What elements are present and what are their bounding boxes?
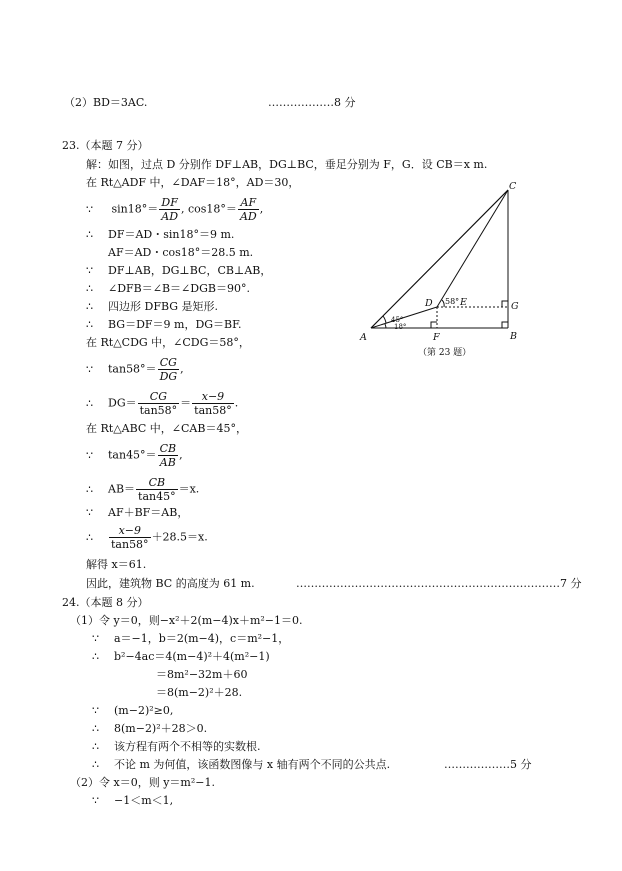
angle-arc-18	[385, 324, 386, 328]
segment-dc	[437, 190, 508, 307]
q23-solve-line: 解得 x＝61.	[86, 558, 147, 571]
angle-label-45: 45°	[391, 316, 404, 324]
fraction-numerator: CB	[159, 442, 177, 455]
q23-header: 23.（本题 7 分）	[62, 139, 149, 152]
ab-prefix: AB＝	[108, 482, 136, 496]
fraction-denominator: tan58°	[194, 404, 232, 417]
q23-perp-line	[86, 264, 271, 278]
because-symbol: ∵	[86, 362, 93, 376]
positive-text: 8(m−2)²＋28＞0.	[114, 722, 208, 735]
cos18-fraction	[238, 196, 259, 223]
q23-bg-line	[86, 318, 242, 332]
fraction-numerator: x−9	[109, 524, 151, 538]
q24-range-line	[92, 794, 173, 808]
dg-suffix: .	[234, 396, 239, 410]
angles-text: ∠DFB＝∠B＝∠DGB＝90°.	[108, 282, 250, 295]
fraction-denominator: AD	[239, 210, 257, 223]
final-suffix: ＋28.5＝x.	[151, 530, 208, 544]
fraction-denominator: AB	[159, 456, 176, 469]
q24-conclusion-line	[92, 758, 390, 772]
dg-fraction-1	[138, 390, 180, 417]
q23-df-line	[86, 228, 234, 242]
angle-label-58: 58°	[445, 297, 460, 306]
perp-text: DF⊥AB，DG⊥BC，CB⊥AB，	[108, 264, 272, 277]
q24-roots-line	[92, 740, 261, 754]
q23-ab-line	[86, 476, 199, 503]
ab-suffix: ＝x.	[178, 482, 200, 496]
q23-rt-cdg: 在 Rt△CDG 中，∠CDG＝58°，	[86, 336, 250, 349]
segment-ac	[371, 190, 508, 328]
bg-text: BG＝DF＝9 m，DG＝BF.	[108, 318, 242, 331]
tan58-suffix: ,	[180, 362, 184, 376]
label-a: A	[360, 332, 367, 343]
label-d: D	[425, 298, 433, 309]
q23-tan45-line	[86, 442, 183, 469]
tan45-suffix: ,	[179, 448, 183, 462]
dg-equals: ＝	[180, 396, 192, 410]
q24-coeff-line	[92, 632, 289, 646]
q23-intro: 解：如图，过点 D 分别作 DF⊥AB，DG⊥BC，垂足分别为 F，G．设 CB＝x m.	[86, 158, 488, 171]
fraction-denominator: tan45°	[138, 490, 176, 503]
roots-text: 该方程有两个不相等的实数根.	[114, 740, 261, 753]
because-symbol: ∵	[86, 202, 93, 216]
therefore-symbol: ∴	[86, 396, 93, 410]
q23-tan58-line	[86, 356, 184, 383]
right-angle-b	[502, 322, 508, 328]
therefore-symbol: ∴	[92, 650, 99, 663]
q23-angles-line	[86, 282, 250, 296]
q23-rt-abc: 在 Rt△ABC 中，∠CAB＝45°，	[86, 422, 247, 435]
sin18-prefix: sin18°＝	[111, 202, 159, 216]
q24-part1-line: （1）令 y＝0，则−x²＋2(m−4)x＋m²−1＝0.	[70, 614, 303, 627]
therefore-symbol: ∴	[86, 300, 93, 313]
rect-text: 四边形 DFBG 是矩形.	[108, 300, 219, 313]
range-text: −1＜m＜1,	[114, 794, 174, 807]
sin18-fraction	[159, 196, 180, 223]
therefore-symbol: ∴	[92, 740, 99, 753]
conclusion-text: 不论 m 为何值，该函数图像与 x 轴有两个不同的公共点.	[114, 758, 391, 771]
right-angle-f	[431, 322, 437, 328]
q23-score: ………………………………………………………………7 分	[296, 577, 582, 590]
fraction-numerator: AF	[238, 196, 259, 210]
because-symbol: ∵	[86, 506, 93, 519]
label-b: B	[510, 331, 517, 342]
q24-part2-line: （2）令 x＝0，则 y＝m²−1.	[70, 776, 215, 789]
because-symbol: ∵	[92, 632, 99, 645]
q24-positive-line	[92, 722, 207, 736]
fraction-numerator: DF	[159, 196, 180, 210]
angle-arc-58	[442, 300, 444, 307]
tan45-prefix: tan45°＝	[108, 448, 157, 462]
fraction-numerator: CG	[158, 356, 180, 370]
therefore-symbol: ∴	[92, 758, 99, 771]
therefore-symbol: ∴	[92, 722, 99, 735]
q23-conclusion: 因此，建筑物 BC 的高度为 61 m.	[86, 577, 255, 590]
therefore-symbol: ∴	[86, 282, 93, 295]
fraction-numerator: x−9	[192, 390, 234, 404]
fraction-denominator: DG	[159, 370, 178, 383]
q23-final-eq-line	[86, 524, 208, 551]
df-value-text: DF＝AD・sin18°＝9 m.	[108, 228, 235, 241]
prev-part2-score: ………………8 分	[268, 96, 356, 109]
discriminant-text: b²−4ac＝4(m−4)²＋4(m²−1)	[114, 650, 270, 663]
q23-figure	[350, 178, 540, 362]
cos18-suffix: ,	[259, 202, 264, 216]
tan45-fraction	[158, 442, 179, 469]
therefore-symbol: ∴	[86, 482, 93, 496]
sum-text: AF＋BF＝AB，	[108, 506, 189, 519]
q23-dg-line	[86, 390, 238, 417]
label-g: G	[511, 301, 519, 312]
final-fraction	[109, 524, 151, 551]
q24-nonneg-line	[92, 704, 173, 718]
prev-part2-line: （2）BD＝3AC.	[64, 96, 148, 109]
tan58-prefix: tan58°＝	[108, 362, 157, 376]
dg-prefix: DG＝	[108, 396, 137, 410]
q24-part1-score: ………………5 分	[444, 758, 532, 771]
label-c: C	[509, 181, 517, 192]
label-f: F	[433, 332, 440, 343]
q24-disc-step3: ＝8(m−2)²＋28.	[156, 686, 243, 699]
nonneg-text: (m−2)²≥0,	[114, 704, 174, 717]
right-angle-g	[502, 301, 508, 307]
q23-af-line: AF＝AD・cos18°＝28.5 m.	[108, 246, 254, 259]
dg-fraction-2	[192, 390, 234, 417]
because-symbol: ∵	[86, 264, 93, 277]
because-symbol: ∵	[92, 794, 99, 807]
fraction-denominator: tan58°	[139, 404, 178, 417]
because-symbol: ∵	[86, 448, 93, 462]
q24-header: 24.（本题 8 分）	[62, 596, 149, 609]
figure-caption: （第 23 题）	[418, 348, 472, 358]
label-e: E	[460, 297, 467, 308]
therefore-symbol: ∴	[86, 530, 93, 544]
fraction-numerator: CG	[138, 390, 180, 404]
because-symbol: ∵	[92, 704, 99, 717]
fraction-numerator: CB	[136, 476, 178, 490]
ab-fraction	[136, 476, 178, 503]
therefore-symbol: ∴	[86, 228, 93, 241]
sin18-suffix: , cos18°＝	[181, 202, 237, 216]
q24-disc-step2: ＝8m²−32m＋60	[156, 668, 248, 681]
q23-sum-line	[86, 506, 188, 520]
q23-rt-adf: 在 Rt△ADF 中，∠DAF＝18°，AD＝30，	[86, 176, 300, 189]
angle-label-18: 18°	[394, 323, 407, 331]
fraction-denominator: tan58°	[111, 538, 149, 551]
angle-arc-45	[383, 316, 386, 323]
q23-rect-line	[86, 300, 218, 314]
coeff-text: a＝−1，b＝2(m−4)，c＝m²−1，	[114, 632, 290, 645]
fraction-denominator: AD	[161, 210, 179, 223]
therefore-symbol: ∴	[86, 318, 93, 331]
tan58-fraction	[158, 356, 180, 383]
q23-sin-cos-line	[86, 196, 263, 223]
q24-discriminant-line	[92, 650, 270, 664]
